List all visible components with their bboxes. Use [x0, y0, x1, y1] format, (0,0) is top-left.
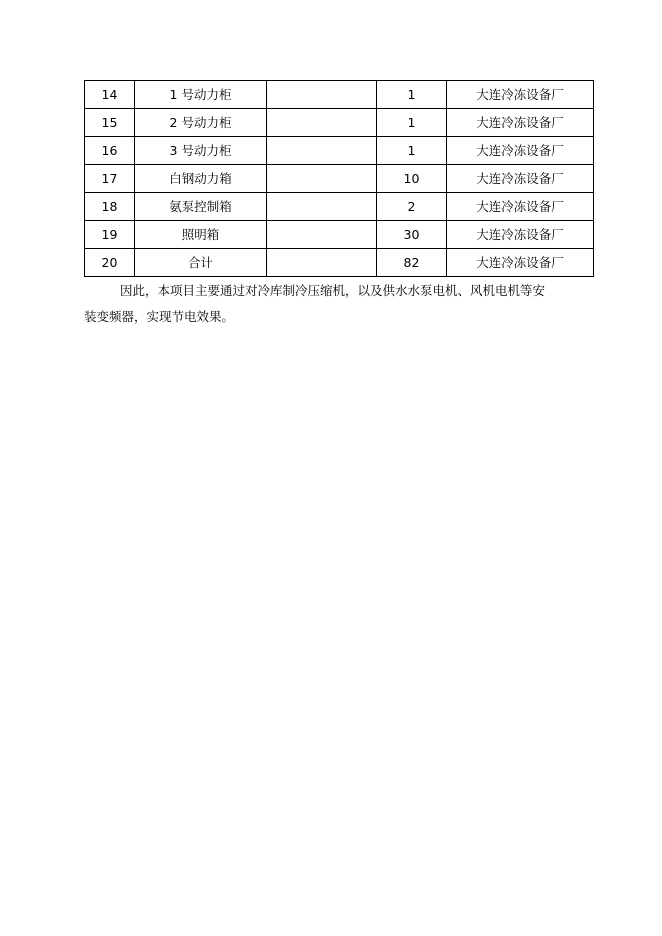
equipment-manufacturer: 大连冷冻设备厂: [447, 249, 594, 277]
equipment-manufacturer: 大连冷冻设备厂: [447, 193, 594, 221]
table-row: [85, 193, 594, 221]
equipment-quantity: 30: [377, 221, 447, 249]
equipment-quantity: 1: [377, 109, 447, 137]
table-row: [85, 221, 594, 249]
row-number: 15: [85, 109, 135, 137]
equipment-table: [84, 80, 594, 277]
equipment-name: 照明箱: [135, 221, 267, 249]
equipment-manufacturer: 大连冷冻设备厂: [447, 165, 594, 193]
equipment-quantity: 2: [377, 193, 447, 221]
equipment-name: 合计: [135, 249, 267, 277]
equipment-spec: [267, 165, 377, 193]
equipment-spec: [267, 193, 377, 221]
equipment-manufacturer: 大连冷冻设备厂: [447, 109, 594, 137]
row-number: 19: [85, 221, 135, 249]
equipment-spec: [267, 249, 377, 277]
table-row: [85, 165, 594, 193]
table-row-total: [85, 249, 594, 277]
row-number: 17: [85, 165, 135, 193]
table-row: [85, 137, 594, 165]
equipment-name: 3 号动力柜: [135, 137, 267, 165]
body-paragraph-line-2: 装变频器，实现节电效果。: [84, 309, 235, 324]
body-paragraph-line-1: 因此，本项目主要通过对冷库制冷压缩机，以及供水水泵电机、风机电机等安: [120, 283, 546, 298]
equipment-spec: [267, 81, 377, 109]
equipment-spec: [267, 221, 377, 249]
row-number: 14: [85, 81, 135, 109]
equipment-spec: [267, 109, 377, 137]
row-number: 20: [85, 249, 135, 277]
equipment-name: 2 号动力柜: [135, 109, 267, 137]
table-row: [85, 81, 594, 109]
row-number: 16: [85, 137, 135, 165]
equipment-manufacturer: 大连冷冻设备厂: [447, 221, 594, 249]
equipment-name: 1 号动力柜: [135, 81, 267, 109]
equipment-name: 白钢动力箱: [135, 165, 267, 193]
equipment-manufacturer: 大连冷冻设备厂: [447, 81, 594, 109]
equipment-manufacturer: 大连冷冻设备厂: [447, 137, 594, 165]
equipment-spec: [267, 137, 377, 165]
equipment-quantity: 1: [377, 137, 447, 165]
equipment-quantity: 10: [377, 165, 447, 193]
row-number: 18: [85, 193, 135, 221]
equipment-quantity: 1: [377, 81, 447, 109]
equipment-name: 氨泵控制箱: [135, 193, 267, 221]
table-row: [85, 109, 594, 137]
equipment-quantity: 82: [377, 249, 447, 277]
